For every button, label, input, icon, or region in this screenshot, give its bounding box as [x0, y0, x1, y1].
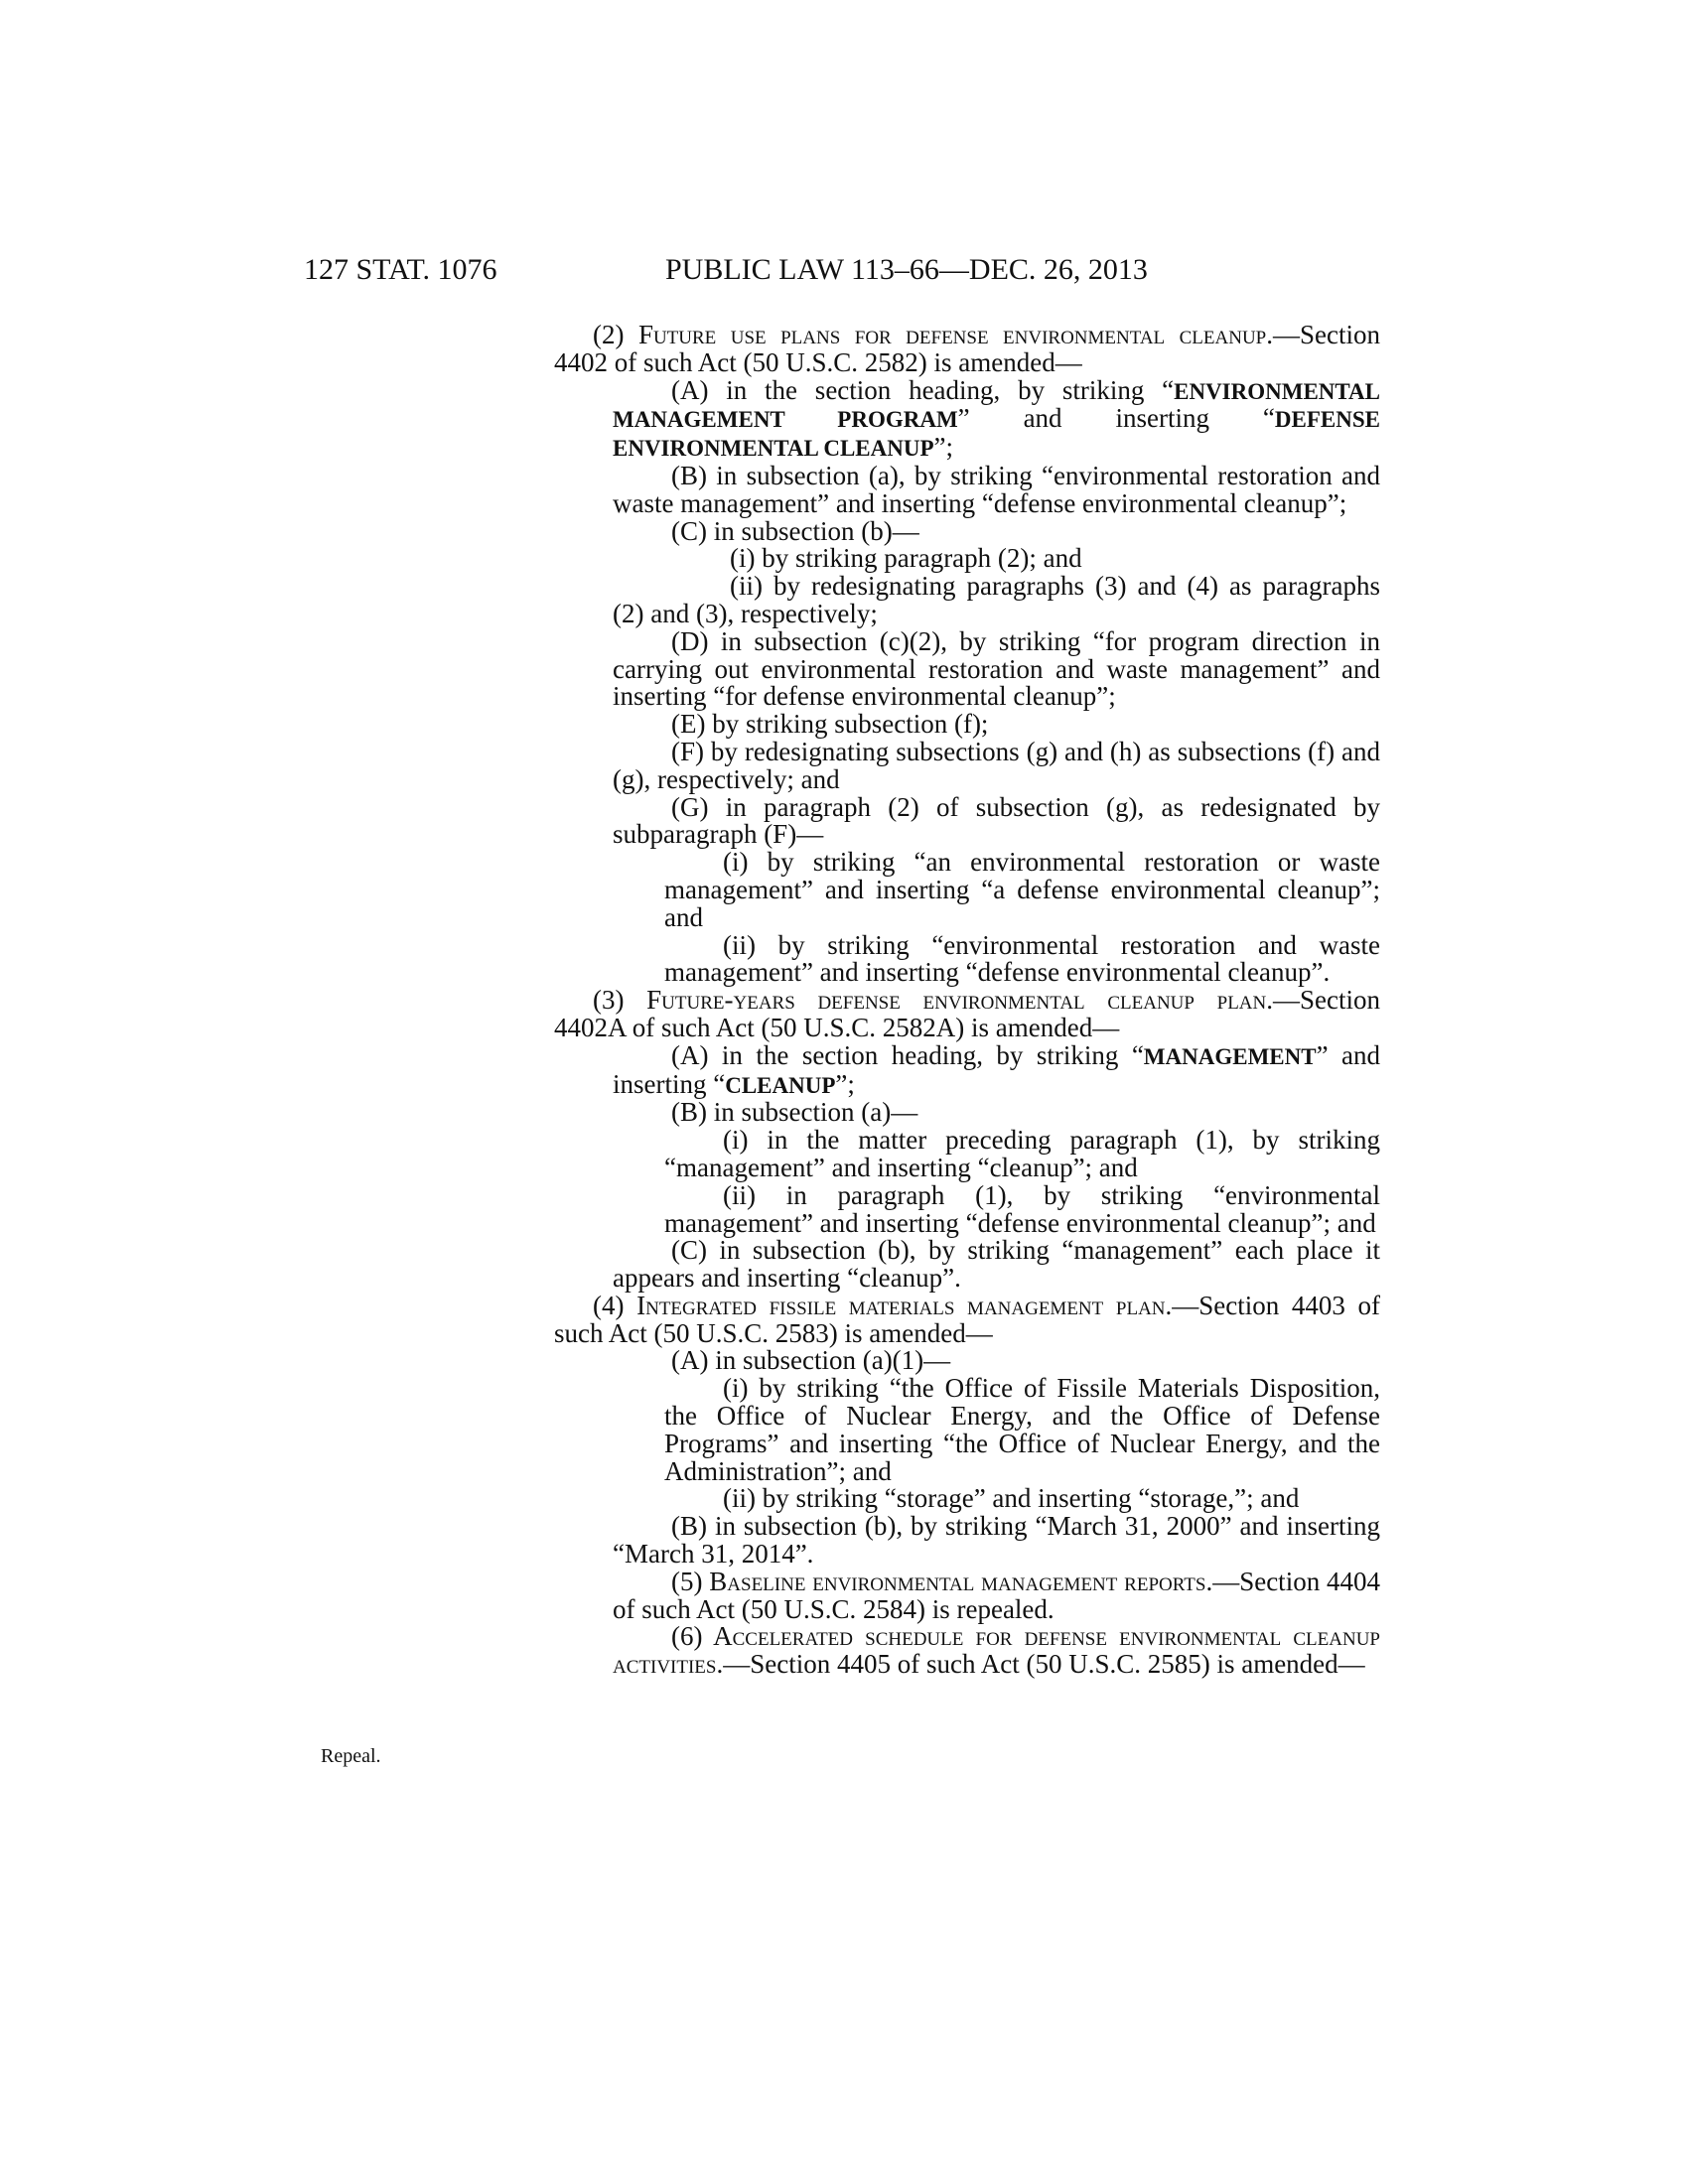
text-fragment: ” and inserting “ [613, 1039, 1380, 1099]
paragraph-2 [554, 322, 1380, 377]
clause-2Gi: (i) by striking “an environmental restoration or waste management” and inserting “a defense environmental cleanup”; and [664, 847, 1380, 932]
paragraph-6-heading: (6) Accelerated schedule for defense environmental cleanup activities. [613, 1621, 1380, 1680]
subparagraph-3C: (C) in subsection (b), by striking “management” each place it appears and inserting “cleanup”. [613, 1235, 1380, 1294]
paragraph-4-text: —Section 4403 of such Act (50 U.S.C. 2583) is amended— [554, 1290, 1381, 1348]
subparagraph-3B: (B) in subsection (a)— [671, 1097, 918, 1128]
clause-4Ai: (i) by striking “the Office of Fissile Materials Disposition, the Office of Nuclear Energy, and the Office of Defense Programs” and inserting “the Office of Nuclear Energy, and the Administration”; and [664, 1373, 1380, 1486]
paragraph-3 [554, 987, 1380, 1042]
paragraph-2-text: —Section 4402 of such Act (50 U.S.C. 2582) is amended— [554, 320, 1380, 377]
clause-2Ci: (i) by striking paragraph (2); and [730, 543, 1082, 574]
margin-note-repeal: Repeal. [321, 1745, 381, 1767]
subparagraph-2G: (G) in paragraph (2) of subsection (g), as redesignated by subparagraph (F)— [613, 791, 1380, 850]
clause-4Aii: (ii) by striking “storage” and inserting “storage,”; and [723, 1483, 1300, 1514]
document-body [554, 322, 1380, 1679]
subparagraph-2B: (B) in subsection (a), by striking “environmental restoration and waste management” and inserting “defense environmental cleanup”; [613, 460, 1380, 518]
paragraph-6-text: —Section 4405 of such Act (50 U.S.C. 2585) is amended— [723, 1649, 1365, 1680]
text-fragment: ”; [835, 1068, 855, 1099]
clause-2Gii: (ii) by striking “environmental restoration and waste management” and inserting “defense environmental cleanup”. [664, 929, 1380, 988]
subparagraph-4B: (B) in subsection (b), by striking “March 31, 2000” and inserting “March 31, 2014”. [613, 1511, 1380, 1570]
inserted-heading-text: DEFENSE ENVIRONMENTAL CLEANUP [613, 407, 1380, 462]
statute-page-number: 127 STAT. 1076 [304, 253, 497, 286]
clause-3Bi: (i) in the matter preceding paragraph (1), by striking “management” and inserting “cleanup”; and [664, 1125, 1380, 1182]
subparagraph-2F: (F) by redesignating subsections (g) and (h) as subsections (f) and (g), respectively; and [613, 736, 1380, 794]
inserted-heading-text: CLEANUP [725, 1072, 836, 1098]
paragraph-5 [554, 1566, 1380, 1624]
text-fragment: (A) in the section heading, by striking “ [671, 374, 1175, 405]
subparagraph-2C: (C) in subsection (b)— [671, 515, 919, 546]
paragraph-4 [554, 1290, 1381, 1348]
struck-heading-text: MANAGEMENT [1143, 1043, 1317, 1069]
subparagraph-4A: (A) in subsection (a)(1)— [671, 1345, 951, 1376]
subparagraph-2D: (D) in subsection (c)(2), by striking “for program direction in carrying out environmental restoration and waste management” and inserting “for defense environmental cleanup”; [613, 625, 1380, 712]
subparagraph-2A [554, 374, 1380, 463]
struck-heading-text: ENVIRONMENTAL MANAGEMENT PROGRAM [613, 378, 1380, 433]
paragraph-5-heading: (5) Baseline environmental management reports. [671, 1566, 1213, 1596]
public-law-heading: PUBLIC LAW 113–66—DEC. 26, 2013 [665, 253, 1148, 286]
paragraph-3-heading: (3) Future-years defense environmental cleanup plan. [593, 985, 1273, 1016]
clause-2Cii: (ii) by redesignating paragraphs (3) and (4) as paragraphs (2) and (3), respectively; [613, 571, 1380, 628]
text-fragment: (A) in the section heading, by striking “ [671, 1039, 1144, 1070]
text-fragment: ” and inserting “ [957, 403, 1275, 434]
text-fragment: ”; [933, 432, 954, 463]
paragraph-5-text: —Section 4404 of such Act (50 U.S.C. 2584) is repealed. [613, 1566, 1380, 1624]
paragraph-3-text: —Section 4402A of such Act (50 U.S.C. 2582A) is amended— [554, 985, 1380, 1042]
paragraph-2-heading: (2) Future use plans for defense environmental cleanup. [593, 320, 1273, 349]
subparagraph-2E: (E) by striking subsection (f); [671, 709, 989, 740]
subparagraph-3A [554, 1039, 1380, 1100]
clause-3Bii: (ii) in paragraph (1), by striking “environmental management” and inserting “defense environmental cleanup”; and [664, 1179, 1380, 1238]
paragraph-4-heading: (4) Integrated fissile materials management plan. [593, 1290, 1173, 1320]
page-header [0, 250, 1688, 290]
paragraph-6 [554, 1623, 1380, 1679]
